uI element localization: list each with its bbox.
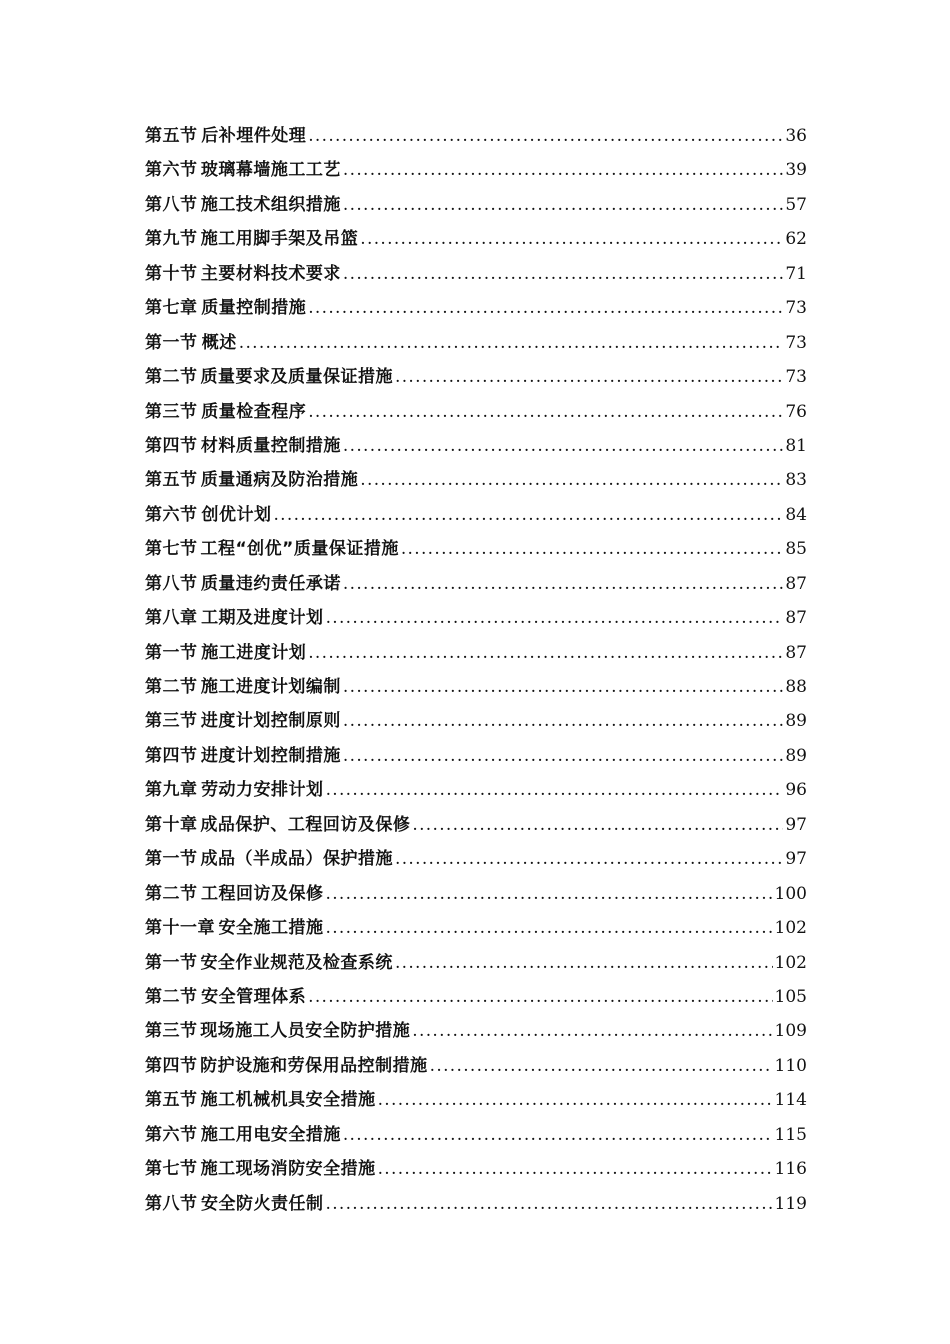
toc-entry-page-number: 87 xyxy=(785,573,807,594)
toc-dot-leader xyxy=(395,849,783,869)
toc-entry-label: 第二节 xyxy=(145,677,198,697)
toc-entry[interactable] xyxy=(145,1154,807,1188)
toc-dot-leader xyxy=(430,1056,773,1076)
toc-entry-label: 第一节 xyxy=(145,849,198,870)
toc-entry-page-number: 76 xyxy=(785,401,807,422)
toc-entry-page-number: 57 xyxy=(785,194,807,215)
toc-entry-title: 创优计划 xyxy=(201,504,272,525)
toc-entry-title: 工期及进度计划 xyxy=(201,608,324,629)
toc-dot-leader xyxy=(343,160,783,180)
toc-entry[interactable] xyxy=(145,534,807,568)
toc-entry[interactable] xyxy=(145,362,807,396)
toc-entry[interactable] xyxy=(145,810,807,844)
toc-entry-page-number: 73 xyxy=(785,332,807,353)
toc-entry-page-number: 39 xyxy=(785,160,807,181)
toc-dot-leader xyxy=(343,436,783,456)
toc-entry-page-number: 62 xyxy=(785,229,807,250)
toc-entry-title: 劳动力安排计划 xyxy=(201,780,324,801)
toc-dot-leader xyxy=(343,746,783,766)
toc-entry-label: 第十章 xyxy=(145,814,198,835)
table-of-contents xyxy=(145,121,807,1223)
toc-entry-title: 施工进度计划编制 xyxy=(200,677,341,697)
toc-entry-title: 安全施工措施 xyxy=(218,918,324,939)
toc-dot-leader xyxy=(401,539,784,559)
toc-entry-title: 施工机械机具安全措施 xyxy=(200,1090,376,1111)
toc-entry-label: 第三节 xyxy=(145,1021,198,1042)
toc-entry[interactable] xyxy=(145,465,807,499)
toc-entry[interactable] xyxy=(145,1085,807,1119)
toc-dot-leader xyxy=(360,229,783,249)
toc-dot-leader xyxy=(343,711,783,731)
toc-entry-label: 第七节 xyxy=(145,539,198,560)
toc-entry[interactable] xyxy=(145,1120,807,1154)
toc-entry-page-number: 96 xyxy=(785,780,807,801)
toc-entry[interactable] xyxy=(145,775,807,809)
toc-entry[interactable] xyxy=(145,1051,807,1085)
toc-dot-leader xyxy=(343,1125,773,1145)
toc-entry-page-number: 114 xyxy=(774,1090,807,1111)
toc-dot-leader xyxy=(326,780,784,800)
toc-entry-page-number: 110 xyxy=(774,1055,807,1076)
toc-entry-page-number: 73 xyxy=(785,367,807,388)
toc-entry-title: 施工进度计划 xyxy=(201,642,307,663)
toc-entry-label: 第七章 xyxy=(145,298,198,319)
toc-entry-page-number: 105 xyxy=(774,986,807,1007)
toc-entry-label: 第一节 xyxy=(145,642,198,663)
toc-dot-leader xyxy=(273,505,783,525)
toc-entry[interactable] xyxy=(145,672,807,706)
toc-entry[interactable] xyxy=(145,500,807,534)
toc-dot-leader xyxy=(325,1194,772,1214)
toc-dot-leader xyxy=(308,987,772,1007)
toc-entry-title: 质量控制措施 xyxy=(201,298,307,319)
toc-entry[interactable] xyxy=(145,397,807,431)
toc-entry-title: 质量通病及防治措施 xyxy=(200,470,359,491)
toc-entry[interactable] xyxy=(145,569,807,603)
toc-entry-label: 第一节 xyxy=(145,332,198,353)
toc-entry-page-number: 83 xyxy=(785,470,807,491)
toc-entry[interactable] xyxy=(145,328,807,362)
toc-entry-label: 第九章 xyxy=(145,780,198,801)
toc-entry-title: 施工用电安全措施 xyxy=(200,1124,341,1145)
toc-entry-title: 概述 xyxy=(201,332,237,353)
toc-entry-label: 第二节 xyxy=(145,367,198,388)
toc-entry-page-number: 73 xyxy=(785,298,807,319)
toc-entry-label: 第八章 xyxy=(145,608,198,629)
toc-entry-label: 第五节 xyxy=(145,126,198,146)
toc-entry-label: 第八节 xyxy=(145,194,198,215)
toc-entry-page-number: 36 xyxy=(785,126,807,146)
toc-dot-leader xyxy=(343,677,783,697)
toc-entry-page-number: 109 xyxy=(774,1021,807,1042)
toc-entry-label: 第六节 xyxy=(145,1124,198,1145)
toc-entry-title: 施工技术组织措施 xyxy=(200,194,341,215)
toc-entry[interactable] xyxy=(145,1189,807,1223)
toc-entry[interactable] xyxy=(145,259,807,293)
toc-entry-label: 第七节 xyxy=(145,1159,198,1180)
toc-entry-label: 第八节 xyxy=(145,1193,198,1214)
toc-dot-leader xyxy=(412,815,783,835)
toc-dot-leader xyxy=(395,367,783,387)
toc-entry[interactable] xyxy=(145,913,807,947)
toc-dot-leader xyxy=(326,608,784,628)
toc-dot-leader xyxy=(325,918,772,938)
toc-entry[interactable] xyxy=(145,982,807,1016)
toc-entry-label: 第十节 xyxy=(145,263,198,284)
toc-entry-label: 第六节 xyxy=(145,504,198,525)
toc-dot-leader xyxy=(343,264,783,284)
toc-entry-label: 第六节 xyxy=(145,160,198,181)
toc-dot-leader xyxy=(308,298,783,318)
toc-entry-title: 安全防火责任制 xyxy=(200,1193,324,1214)
toc-dot-leader xyxy=(378,1159,773,1179)
toc-entry-title: 质量要求及质量保证措施 xyxy=(200,367,394,388)
toc-entry[interactable] xyxy=(145,638,807,672)
toc-entry-label: 第三节 xyxy=(145,401,198,422)
toc-entry-label: 第十一章 xyxy=(145,918,215,939)
toc-entry-label: 第八节 xyxy=(145,573,198,594)
toc-dot-leader xyxy=(239,333,784,353)
toc-entry-page-number: 85 xyxy=(785,539,807,560)
toc-entry-page-number: 81 xyxy=(785,435,807,456)
toc-entry-title: 质量违约责任承诺 xyxy=(200,573,341,594)
toc-entry-page-number: 87 xyxy=(785,642,807,663)
toc-entry[interactable] xyxy=(145,1016,807,1050)
toc-entry-label: 第三节 xyxy=(145,711,198,732)
toc-entry-label: 第四节 xyxy=(145,745,198,766)
toc-entry-label: 第五节 xyxy=(145,470,198,491)
toc-entry-title: 施工现场消防安全措施 xyxy=(200,1159,376,1180)
toc-entry[interactable] xyxy=(145,879,807,913)
toc-entry[interactable] xyxy=(145,706,807,740)
toc-dot-leader xyxy=(343,195,783,215)
toc-entry-label: 第一节 xyxy=(145,952,198,973)
toc-entry-page-number: 100 xyxy=(774,883,807,904)
toc-entry-page-number: 97 xyxy=(785,849,807,870)
toc-dot-leader xyxy=(308,402,783,422)
toc-dot-leader xyxy=(325,884,772,904)
toc-entry-title: 安全管理体系 xyxy=(201,986,307,1007)
toc-entry-page-number: 116 xyxy=(774,1159,807,1180)
toc-dot-leader xyxy=(308,126,783,146)
toc-entry-title: 成品（半成品）保护措施 xyxy=(200,849,394,870)
toc-entry-label: 第九节 xyxy=(145,229,198,250)
toc-dot-leader xyxy=(360,470,783,490)
toc-entry-title: 防护设施和劳保用品控制措施 xyxy=(200,1055,428,1076)
toc-entry-title: 进度计划控制措施 xyxy=(200,745,341,766)
toc-dot-leader xyxy=(378,1090,773,1110)
toc-entry-title: 工程“创优”质量保证措施 xyxy=(200,539,399,560)
toc-entry-page-number: 119 xyxy=(774,1193,807,1214)
toc-entry[interactable] xyxy=(145,121,807,155)
toc-entry-title: 施工用脚手架及吊篮 xyxy=(200,229,359,250)
toc-entry-page-number: 102 xyxy=(774,918,807,939)
toc-entry[interactable] xyxy=(145,948,807,982)
toc-entry-page-number: 89 xyxy=(785,711,807,732)
toc-entry[interactable] xyxy=(145,190,807,224)
toc-entry-title: 成品保护、工程回访及保修 xyxy=(200,814,411,835)
toc-entry-label: 第二节 xyxy=(145,986,198,1007)
toc-entry[interactable] xyxy=(145,293,807,327)
toc-entry-page-number: 88 xyxy=(785,677,807,697)
toc-entry-title: 现场施工人员安全防护措施 xyxy=(200,1021,411,1042)
toc-entry-page-number: 115 xyxy=(774,1124,807,1145)
toc-dot-leader xyxy=(308,643,783,663)
toc-entry-title: 主要材料技术要求 xyxy=(200,263,341,284)
toc-entry-label: 第二节 xyxy=(145,883,198,904)
toc-entry-title: 安全作业规范及检查系统 xyxy=(200,952,393,973)
toc-entry[interactable] xyxy=(145,603,807,637)
toc-entry-title: 工程回访及保修 xyxy=(200,883,324,904)
toc-entry[interactable] xyxy=(145,741,807,775)
toc-entry-title: 材料质量控制措施 xyxy=(200,435,341,456)
toc-entry-page-number: 97 xyxy=(785,814,807,835)
toc-entry-title: 玻璃幕墙施工工艺 xyxy=(200,160,341,181)
toc-entry-page-number: 102 xyxy=(774,952,807,973)
toc-dot-leader xyxy=(412,1021,772,1041)
toc-entry-label: 第四节 xyxy=(145,435,198,456)
toc-entry-page-number: 84 xyxy=(785,504,807,525)
toc-entry-page-number: 89 xyxy=(785,745,807,766)
toc-entry-label: 第五节 xyxy=(145,1090,198,1111)
toc-entry-label: 第四节 xyxy=(145,1055,198,1076)
toc-entry[interactable] xyxy=(145,155,807,189)
toc-entry-page-number: 87 xyxy=(785,608,807,629)
toc-entry-page-number: 71 xyxy=(785,263,807,284)
toc-entry[interactable] xyxy=(145,224,807,258)
toc-entry-title: 进度计划控制原则 xyxy=(200,711,341,732)
toc-entry-title: 质量检查程序 xyxy=(201,401,307,422)
toc-entry[interactable] xyxy=(145,844,807,878)
toc-entry[interactable] xyxy=(145,431,807,465)
toc-dot-leader xyxy=(343,574,783,594)
toc-entry-title: 后补埋件处理 xyxy=(201,126,307,146)
toc-dot-leader xyxy=(395,953,773,973)
